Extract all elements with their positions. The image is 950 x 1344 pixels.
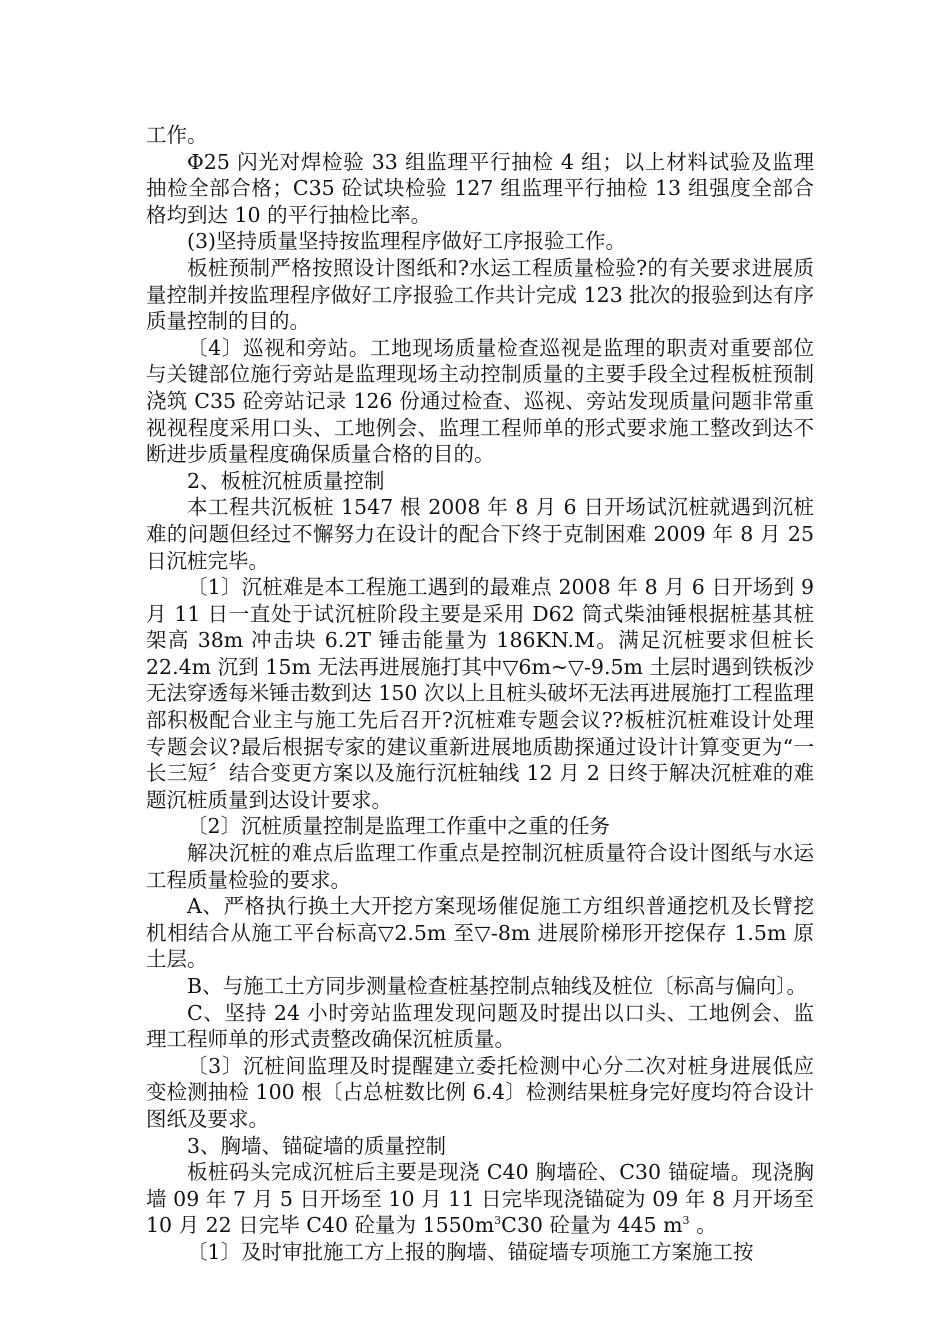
paragraph-07: 本工程共沉板桩 1547 根 2008 年 8 月 6 日开场试沉桩就遇到沉桩难的问题但经过不懈努力在设计的配合下终于克制困难 2009 年 8 月 25 日沉桩完毕。 [146, 495, 814, 573]
paragraph-01: 工作。 [146, 123, 208, 147]
paragraph-16-part3: 。 [689, 1213, 717, 1238]
paragraph-16 [146, 1159, 814, 1239]
paragraph-02: Φ25 闪光对焊检验 33 组监理平行抽检 4 组；以上材料试验及监理抽检全部合格；C35 砼试块检验 127 组监理平行抽检 13 组强度全部合格均到达 10 的平行抽检比率。 [146, 149, 814, 227]
paragraph-17: 〔1〕及时审批施工方上报的胸墙、锚碇墙专项施工方案施工按 [187, 1239, 754, 1264]
document-page [146, 122, 814, 1266]
paragraph-09: 〔2〕沉桩质量控制是监理工作重中之重的任务 [187, 814, 611, 839]
paragraph-03: (3)坚持质量坚持按监理程序做好工序报验工作。 [187, 229, 627, 254]
paragraph-11: A、严格执行换土大开挖方案现场催促施工方组织普通挖机及长臂挖机相结合从施工平台标高▽2.5m 至▽-8m 进展阶梯形开挖保存 1.5m 原土层。 [146, 894, 814, 972]
section-heading-2: 2、板桩沉桩质量控制 [187, 468, 385, 493]
paragraph-13: C、坚持 24 小时旁站监理发现问题及时提出以口头、工地例会、监理工程师单的形式责整改确保沉桩质量。 [146, 1000, 814, 1052]
superscript-3: 3 [494, 1214, 502, 1228]
paragraph-08: 〔1〕沉桩难是本工程施工遇到的最难点 2008 年 8 月 6 日开场到 9 月 11 日一直处于试沉桩阶段主要是采用 D62 筒式柴油锤根据桩基其桩架高 38m 冲击块 6.2T 锤击能量为 186KN.M。满足沉桩要求但桩长 22.4m 沉到 15m 无法再进展施打其中▽6m~▽-9.5m 土层时遇到铁板沙无法穿透每米锤击数到达 150 次以上且桩头破坏无法再进展施打工程监理部积极配合业主与施工先后召开?沉桩难专题会议??板桩沉桩难设计处理专题会议?最后根据专家的建议重新进展地质勘探通过设计计算变更为“一长三短〞结合变更方案以及施行沉桩轴线 12 月 2 日终于解决沉桩难的难题沉桩质量到达设计要求。 [146, 575, 814, 812]
paragraph-10: 解决沉桩的难点后监理工作重点是控制沉桩质量符合设计图纸与水运工程质量检验的要求。 [146, 841, 814, 892]
paragraph-04: 板桩预制严格按照设计图纸和?水运工程质量检验?的有关要求进展质量控制并按监理程序做好工序报验工作共计完成 123 批次的报验到达有序质量控制的目的。 [146, 255, 814, 334]
paragraph-05: 〔4〕巡视和旁站。工地现场质量检查巡视是监理的职责对重要部位与关键部位施行旁站是监理现场主动控制质量的主要手段全过程板桩预制浇筑 C35 砼旁站记录 126 份通过检查、巡视、旁站发现质量问题非常重视视程度采用口头、工地例会、监理工程师单的形式要求施工整改到达不断进步质量程度确保质量合格的目的。 [146, 335, 814, 467]
paragraph-12: B、与施工土方同步测量检查桩基控制点轴线及桩位〔标高与偏向〕。 [187, 974, 807, 998]
paragraph-16-part2: C30 砼量为 445 m [501, 1213, 683, 1238]
paragraph-16-part1: 板桩码头完成沉桩后主要是现浇 C40 胸墙砼、C30 锚碇墙。现浇胸墙 09 年 7 月 5 日开场至 10 月 11 日完毕现浇锚碇为 09 年 8 月开场至 10 月 22 日完毕 C40 砼量为 1550m [146, 1160, 814, 1238]
paragraph-14: 〔3〕沉桩间监理及时提醒建立委托检测中心分二次对桩身进展低应变检测抽检 100 根〔占总桩数比例 6.4〕检测结果桩身完好度均符合设计图纸及要求。 [146, 1053, 814, 1131]
superscript-3: 3 [682, 1214, 690, 1228]
section-heading-3: 3、胸墙、锚碇墙的质量控制 [187, 1133, 447, 1158]
